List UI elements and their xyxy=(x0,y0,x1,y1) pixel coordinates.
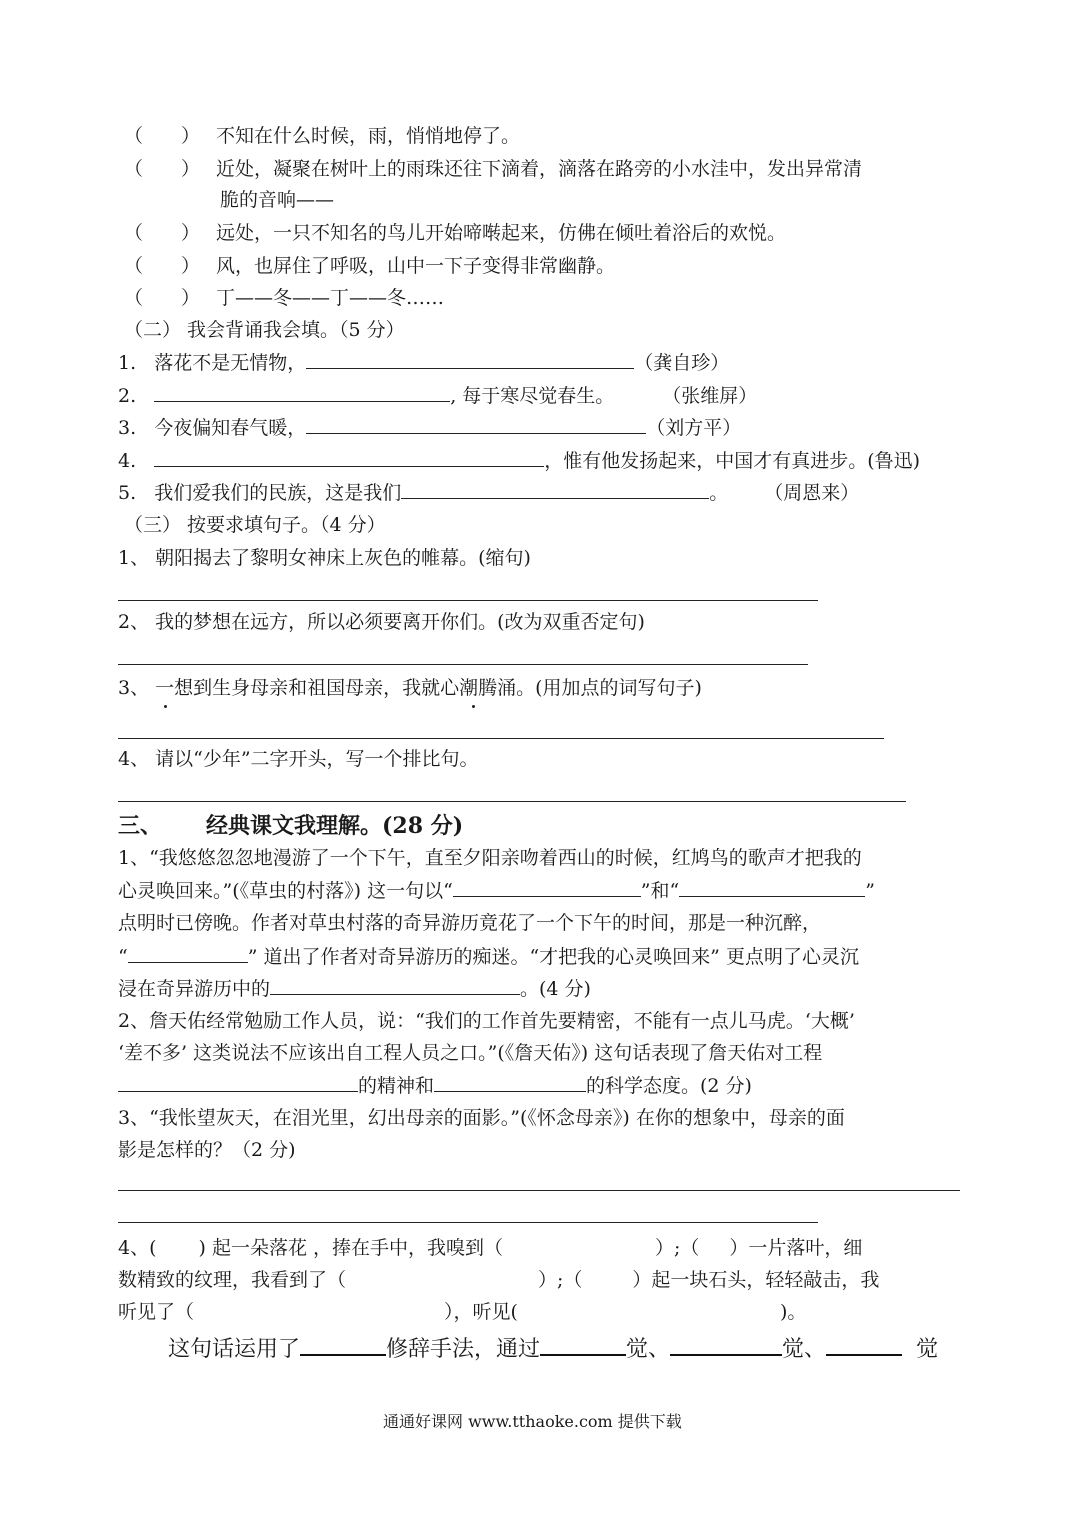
reading-q4-line4 xyxy=(168,1334,938,1364)
reading-q3-line1: 3、“我怅望灰天，在泪光里，幻出母亲的面影。”(《怀念母亲》) 在你的想象中，母亲的面 xyxy=(118,1107,845,1129)
section2-heading: （二） 我会背诵我会填。（5 分） xyxy=(124,319,405,341)
order-paren[interactable]: （ ） xyxy=(124,255,201,277)
order-text: 丁——冬——丁——冬…… xyxy=(216,287,445,309)
reading-q1-line1: 1、“我悠悠忽忽地漫游了一个下午，直至夕阳亲吻着西山的时候，红鸠鸟的歌声才把我的 xyxy=(118,847,862,869)
answer-blank[interactable] xyxy=(401,480,709,499)
text: 心灵唤回来。”(《草虫的村落》) 这一句以“ xyxy=(118,880,453,902)
text: 数精致的纹理，我看到了（ xyxy=(118,1269,347,1291)
text: ）;（ xyxy=(655,1237,700,1259)
reading-q1-line3: 点明时已傍晚。作者对草虫村落的奇异游历竟花了一个下午的时间，那是一种沉醉， xyxy=(118,912,822,934)
order-paren[interactable]: （ ） xyxy=(124,222,201,244)
text: ）一片落叶，细 xyxy=(729,1237,863,1259)
text: 觉 xyxy=(916,1337,939,1362)
emphasis-dot xyxy=(164,705,167,708)
answer-blank[interactable] xyxy=(540,1334,626,1356)
reading-q2-line1: 2、詹天佑经常勉励工作人员，说：“我们的工作首先要精密，不能有一点儿马虎。‘大概’ xyxy=(118,1010,855,1032)
order-paren[interactable]: （ ） xyxy=(124,287,201,309)
answer-blank[interactable] xyxy=(434,1073,586,1092)
poem-author: （刘方平） xyxy=(646,417,742,439)
order-item-5 xyxy=(124,286,444,310)
text: 的科学态度。(2 分) xyxy=(586,1075,752,1097)
poem-prompt: 今夜偏知春气暖， xyxy=(154,417,307,439)
order-text: 远处，一只不知名的鸟儿开始啼啭起来，仿佛在倾吐着浴后的欢悦。 xyxy=(216,222,787,244)
answer-blank[interactable] xyxy=(453,878,641,897)
sentence-q1: 1、 朝阳揭去了黎明女神床上灰色的帷幕。(缩句) xyxy=(118,547,531,569)
answer-blank[interactable] xyxy=(826,1334,902,1356)
text: 的精神和 xyxy=(358,1075,435,1097)
question-number: 5. xyxy=(118,482,137,504)
text: ）;（ xyxy=(538,1269,583,1291)
poem-q2 xyxy=(118,383,757,408)
poem-q5 xyxy=(118,480,859,505)
part-number: 三、 xyxy=(118,813,163,839)
question-number: 3. xyxy=(118,417,137,439)
order-item-2-continued: 脆的音响—— xyxy=(220,189,335,211)
answer-blank[interactable] xyxy=(154,383,450,402)
question-number: 1. xyxy=(118,352,137,374)
reading-q2-line3 xyxy=(118,1073,752,1098)
poem-q3 xyxy=(118,415,741,440)
answer-blank[interactable] xyxy=(270,976,520,995)
order-text: 不知在什么时候，雨，悄悄地停了。 xyxy=(216,125,521,147)
answer-blank[interactable] xyxy=(306,350,634,369)
text: “ xyxy=(118,946,128,968)
reading-q1-line5 xyxy=(118,976,591,1001)
answer-line[interactable] xyxy=(118,1190,960,1191)
sentence-q3: 3、 一想到生身母亲和祖国母亲，我就心潮腾涌。(用加点的词写句子) xyxy=(118,677,702,699)
question-number: 4. xyxy=(118,450,137,472)
text: 听见了（ xyxy=(118,1301,195,1323)
poem-punct: 。 xyxy=(709,482,729,504)
poem-author: （张维屏） xyxy=(662,385,758,407)
order-item-2 xyxy=(124,157,862,181)
text: 觉、 xyxy=(626,1337,671,1362)
emphasis-dot xyxy=(472,705,475,708)
section3-heading: （三） 按要求填句子。（4 分） xyxy=(124,514,386,536)
text: 。(4 分) xyxy=(520,978,591,1000)
answer-blank[interactable] xyxy=(670,1334,782,1356)
answer-blank[interactable] xyxy=(300,1334,386,1356)
answer-blank[interactable] xyxy=(679,878,865,897)
page-footer: 通通好课网 www.tthaoke.com 提供下载 xyxy=(383,1412,682,1431)
answer-blank[interactable] xyxy=(306,415,646,434)
answer-line[interactable] xyxy=(118,1222,818,1223)
sentence-q4: 4、 请以“少年”二字开头，写一个排比句。 xyxy=(118,748,479,770)
text: ” 道出了作者对奇异游历的痴迷。“才把我的心灵唤回来” 更点明了心灵沉 xyxy=(247,946,859,968)
reading-q4-line3 xyxy=(118,1300,806,1324)
answer-line[interactable] xyxy=(118,738,884,739)
text: 这句话运用了 xyxy=(168,1337,301,1362)
reading-q2-line2: ‘差不多’ 这类说法不应该出自工程人员之口。”(《詹天佑》) 这句话表现了詹天佑对工程 xyxy=(118,1042,823,1064)
poem-prompt: 落花不是无情物， xyxy=(154,352,307,374)
order-text: 近处，凝聚在树叶上的雨珠还往下滴着，滴落在路旁的小水洼中，发出异常清 xyxy=(216,158,863,180)
order-text: 风，也屏住了呼吸，山中一下子变得非常幽静。 xyxy=(216,255,616,277)
question-number: 2. xyxy=(118,385,137,407)
text: )。 xyxy=(779,1301,807,1323)
text: 浸在奇异游历中的 xyxy=(118,978,271,1000)
part3-heading xyxy=(118,812,463,840)
text: ”和“ xyxy=(640,880,680,902)
poem-prompt: 我们爱我们的民族，这是我们 xyxy=(154,482,402,504)
text: ）起一块石头，轻轻敲击，我 xyxy=(632,1269,880,1291)
poem-author: （龚自珍） xyxy=(634,352,730,374)
answer-blank[interactable] xyxy=(154,448,544,467)
poem-q4 xyxy=(118,448,920,473)
text: ) 起一朵落花 ，捧在手中，我嗅到（ xyxy=(198,1237,504,1259)
text: 修辞手法，通过 xyxy=(386,1337,541,1362)
order-paren[interactable]: （ ） xyxy=(124,158,201,180)
answer-line[interactable] xyxy=(118,664,808,665)
reading-q1-line4 xyxy=(118,944,859,969)
part-title: 经典课文我理解。(28 分) xyxy=(206,813,464,839)
text: 觉、 xyxy=(782,1337,827,1362)
order-item-4 xyxy=(124,254,615,278)
poem-q1 xyxy=(118,350,729,375)
text: ” xyxy=(865,880,875,902)
poem-prompt: , 每于寒尽觉春生。 xyxy=(450,385,615,407)
answer-blank[interactable] xyxy=(118,1073,358,1092)
order-item-3 xyxy=(124,221,786,245)
reading-q3-line2: 影是怎样的？（2 分) xyxy=(118,1139,296,1161)
order-item-1 xyxy=(124,124,520,148)
reading-q4-line2 xyxy=(118,1268,879,1292)
sentence-q2: 2、 我的梦想在远方，所以必须要离开你们。(改为双重否定句) xyxy=(118,611,645,633)
text: 4、( xyxy=(118,1237,157,1259)
order-paren[interactable]: （ ） xyxy=(124,125,201,147)
answer-line[interactable] xyxy=(118,801,906,802)
answer-line[interactable] xyxy=(118,600,818,601)
reading-q1-line2 xyxy=(118,878,875,903)
poem-author: （周恩来） xyxy=(764,482,860,504)
text: ），听见( xyxy=(444,1301,518,1323)
answer-blank[interactable] xyxy=(128,944,248,963)
poem-prompt: ，惟有他发扬起来，中国才有真进步。(鲁迅) xyxy=(544,450,921,472)
reading-q4-line1 xyxy=(118,1236,862,1260)
